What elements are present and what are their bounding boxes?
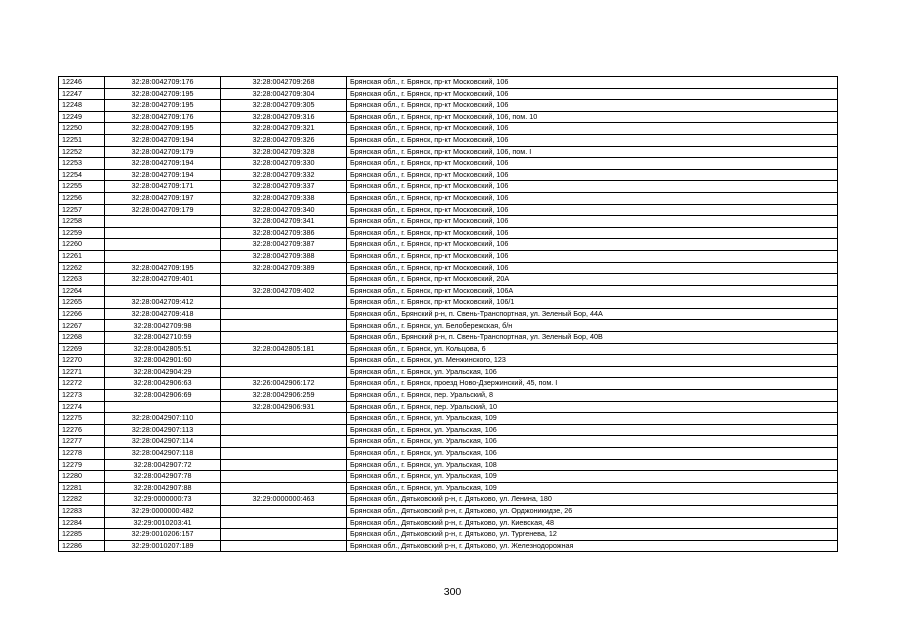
cadastral-number: 32:28:0042709:194 bbox=[105, 158, 221, 170]
cadastral-number: 32:28:0042907:78 bbox=[105, 471, 221, 483]
linked-cadastral-number bbox=[221, 355, 347, 367]
cadastral-number: 32:28:0042709:401 bbox=[105, 274, 221, 286]
address: Брянская обл., г. Брянск, пр-кт Московский, 106 bbox=[347, 88, 838, 100]
row-number: 12257 bbox=[59, 204, 105, 216]
property-table bbox=[58, 76, 838, 552]
cadastral-number: 32:28:0042709:179 bbox=[105, 204, 221, 216]
cadastral-number: 32:28:0042709:194 bbox=[105, 134, 221, 146]
row-number: 12283 bbox=[59, 505, 105, 517]
linked-cadastral-number: 32:28:0042709:402 bbox=[221, 285, 347, 297]
address: Брянская обл., г. Брянск, пр-кт Московский, 106 bbox=[347, 262, 838, 274]
row-number: 12273 bbox=[59, 390, 105, 402]
table-row bbox=[59, 88, 838, 100]
table-row bbox=[59, 471, 838, 483]
table-row bbox=[59, 320, 838, 332]
cadastral-number: 32:28:0042709:171 bbox=[105, 181, 221, 193]
table-row bbox=[59, 239, 838, 251]
address: Брянская обл., г. Брянск, ул. Кольцова, 6 bbox=[347, 343, 838, 355]
table-row bbox=[59, 424, 838, 436]
cadastral-number: 32:28:0042709:418 bbox=[105, 308, 221, 320]
address: Брянская обл., г. Брянск, пр-кт Московский, 106 bbox=[347, 100, 838, 112]
linked-cadastral-number bbox=[221, 540, 347, 552]
linked-cadastral-number: 32:28:0042709:388 bbox=[221, 250, 347, 262]
address: Брянская обл., г. Брянск, пр-кт Московский, 106 bbox=[347, 250, 838, 262]
table-row bbox=[59, 482, 838, 494]
row-number: 12275 bbox=[59, 413, 105, 425]
table-row bbox=[59, 158, 838, 170]
row-number: 12265 bbox=[59, 297, 105, 309]
row-number: 12266 bbox=[59, 308, 105, 320]
address: Брянская обл., г. Брянск, ул. Уральская, 109 bbox=[347, 471, 838, 483]
row-number: 12274 bbox=[59, 401, 105, 413]
cadastral-number bbox=[105, 401, 221, 413]
cadastral-number: 32:28:0042907:113 bbox=[105, 424, 221, 436]
table-row bbox=[59, 297, 838, 309]
cadastral-number: 32:28:0042907:114 bbox=[105, 436, 221, 448]
linked-cadastral-number bbox=[221, 482, 347, 494]
cadastral-number: 32:28:0042907:72 bbox=[105, 459, 221, 471]
row-number: 12259 bbox=[59, 227, 105, 239]
address: Брянская обл., г. Брянск, пр-кт Московский, 106, пом. 10 bbox=[347, 111, 838, 123]
address: Брянская обл., г. Брянск, пр-кт Московский, 20А bbox=[347, 274, 838, 286]
row-number: 12253 bbox=[59, 158, 105, 170]
address: Брянская обл., г. Брянск, ул. Уральская, 106 bbox=[347, 448, 838, 460]
table-row bbox=[59, 274, 838, 286]
address: Брянская обл., Дятьковский р-н, г. Дятьково, ул. Тургенева, 12 bbox=[347, 529, 838, 541]
linked-cadastral-number: 32:28:0042709:341 bbox=[221, 216, 347, 228]
linked-cadastral-number: 32:28:0042709:332 bbox=[221, 169, 347, 181]
table-row bbox=[59, 343, 838, 355]
row-number: 12277 bbox=[59, 436, 105, 448]
address: Брянская обл., г. Брянск, пр-кт Московский, 106 bbox=[347, 239, 838, 251]
table-row bbox=[59, 529, 838, 541]
address: Брянская обл., г. Брянск, пер. Уральский, 8 bbox=[347, 390, 838, 402]
table-row bbox=[59, 378, 838, 390]
row-number: 12271 bbox=[59, 366, 105, 378]
cadastral-number: 32:28:0042709:194 bbox=[105, 169, 221, 181]
row-number: 12278 bbox=[59, 448, 105, 460]
cadastral-number: 32:28:0042906:63 bbox=[105, 378, 221, 390]
linked-cadastral-number bbox=[221, 517, 347, 529]
address: Брянская обл., г. Брянск, ул. Уральская, 106 bbox=[347, 424, 838, 436]
address: Брянская обл., Дятьковский р-н, г. Дятьково, ул. Киевская, 48 bbox=[347, 517, 838, 529]
address: Брянская обл., г. Брянск, пр-кт Московский, 106/1 bbox=[347, 297, 838, 309]
table-row bbox=[59, 366, 838, 378]
address: Брянская обл., г. Брянск, пер. Уральский, 10 bbox=[347, 401, 838, 413]
address: Брянская обл., г. Брянск, ул. Уральская, 106 bbox=[347, 366, 838, 378]
row-number: 12255 bbox=[59, 181, 105, 193]
address: Брянская обл., г. Брянск, проезд Ново-Дзержинский, 45, пом. I bbox=[347, 378, 838, 390]
linked-cadastral-number: 32:28:0042709:386 bbox=[221, 227, 347, 239]
linked-cadastral-number: 32:28:0042709:304 bbox=[221, 88, 347, 100]
table-row bbox=[59, 123, 838, 135]
linked-cadastral-number bbox=[221, 529, 347, 541]
row-number: 12260 bbox=[59, 239, 105, 251]
address: Брянская обл., г. Брянск, ул. Уральская, 109 bbox=[347, 482, 838, 494]
table-row bbox=[59, 169, 838, 181]
row-number: 12270 bbox=[59, 355, 105, 367]
row-number: 12252 bbox=[59, 146, 105, 158]
row-number: 12268 bbox=[59, 332, 105, 344]
linked-cadastral-number: 32:28:0042709:330 bbox=[221, 158, 347, 170]
address: Брянская обл., г. Брянск, пр-кт Московский, 106 bbox=[347, 192, 838, 204]
table-row bbox=[59, 134, 838, 146]
address: Брянская обл., г. Брянск, ул. Менжинского, 123 bbox=[347, 355, 838, 367]
linked-cadastral-number: 32:28:0042805:181 bbox=[221, 343, 347, 355]
table-row bbox=[59, 285, 838, 297]
cadastral-number: 32:29:0000000:73 bbox=[105, 494, 221, 506]
row-number: 12282 bbox=[59, 494, 105, 506]
cadastral-number bbox=[105, 250, 221, 262]
address: Брянская обл., г. Брянск, пр-кт Московский, 106, пом. I bbox=[347, 146, 838, 158]
table-row bbox=[59, 505, 838, 517]
linked-cadastral-number: 32:28:0042906:259 bbox=[221, 390, 347, 402]
row-number: 12256 bbox=[59, 192, 105, 204]
row-number: 12280 bbox=[59, 471, 105, 483]
cadastral-number: 32:28:0042709:179 bbox=[105, 146, 221, 158]
linked-cadastral-number: 32:28:0042709:337 bbox=[221, 181, 347, 193]
table-row bbox=[59, 459, 838, 471]
address: Брянская обл., г. Брянск, ул. Уральская, 106 bbox=[347, 436, 838, 448]
cadastral-number: 32:28:0042907:88 bbox=[105, 482, 221, 494]
row-number: 12258 bbox=[59, 216, 105, 228]
address: Брянская обл., г. Брянск, пр-кт Московский, 106 bbox=[347, 123, 838, 135]
table-row bbox=[59, 77, 838, 89]
cadastral-number: 32:28:0042904:29 bbox=[105, 366, 221, 378]
linked-cadastral-number bbox=[221, 413, 347, 425]
linked-cadastral-number: 32:28:0042709:321 bbox=[221, 123, 347, 135]
linked-cadastral-number: 32:28:0042709:338 bbox=[221, 192, 347, 204]
table-row bbox=[59, 494, 838, 506]
row-number: 12247 bbox=[59, 88, 105, 100]
cadastral-number bbox=[105, 239, 221, 251]
table-row bbox=[59, 192, 838, 204]
linked-cadastral-number bbox=[221, 308, 347, 320]
address: Брянская обл., г. Брянск, пр-кт Московский, 106 bbox=[347, 169, 838, 181]
address: Брянская обл., г. Брянск, пр-кт Московский, 106 bbox=[347, 158, 838, 170]
linked-cadastral-number bbox=[221, 459, 347, 471]
address: Брянская обл., Дятьковский р-н, г. Дятьково, ул. Железнодорожная bbox=[347, 540, 838, 552]
linked-cadastral-number: 32:29:0000000:463 bbox=[221, 494, 347, 506]
row-number: 12263 bbox=[59, 274, 105, 286]
table-row bbox=[59, 262, 838, 274]
table-row bbox=[59, 448, 838, 460]
cadastral-number: 32:28:0042709:176 bbox=[105, 111, 221, 123]
linked-cadastral-number bbox=[221, 448, 347, 460]
table-row bbox=[59, 413, 838, 425]
address: Брянская обл., Дятьковский р-н, г. Дятьково, ул. Орджоникидзе, 26 bbox=[347, 505, 838, 517]
cadastral-number: 32:28:0042907:118 bbox=[105, 448, 221, 460]
address: Брянская обл., г. Брянск, пр-кт Московский, 106 bbox=[347, 216, 838, 228]
table-row bbox=[59, 250, 838, 262]
cadastral-number: 32:28:0042805:51 bbox=[105, 343, 221, 355]
cadastral-number bbox=[105, 216, 221, 228]
linked-cadastral-number bbox=[221, 366, 347, 378]
row-number: 12248 bbox=[59, 100, 105, 112]
row-number: 12281 bbox=[59, 482, 105, 494]
table-row bbox=[59, 100, 838, 112]
row-number: 12246 bbox=[59, 77, 105, 89]
address: Брянская обл., г. Брянск, пр-кт Московский, 106 bbox=[347, 204, 838, 216]
row-number: 12261 bbox=[59, 250, 105, 262]
row-number: 12279 bbox=[59, 459, 105, 471]
linked-cadastral-number: 32:28:0042709:387 bbox=[221, 239, 347, 251]
row-number: 12254 bbox=[59, 169, 105, 181]
address: Брянская обл., г. Брянск, пр-кт Московский, 106 bbox=[347, 227, 838, 239]
table-row bbox=[59, 181, 838, 193]
linked-cadastral-number: 32:28:0042709:328 bbox=[221, 146, 347, 158]
row-number: 12250 bbox=[59, 123, 105, 135]
address: Брянская обл., г. Брянск, пр-кт Московский, 106 bbox=[347, 77, 838, 89]
table-row bbox=[59, 146, 838, 158]
cadastral-number: 32:29:0010207:189 bbox=[105, 540, 221, 552]
row-number: 12251 bbox=[59, 134, 105, 146]
cadastral-number: 32:28:0042709:195 bbox=[105, 123, 221, 135]
cadastral-number: 32:28:0042709:195 bbox=[105, 262, 221, 274]
cadastral-number: 32:28:0042709:412 bbox=[105, 297, 221, 309]
table-row bbox=[59, 204, 838, 216]
row-number: 12272 bbox=[59, 378, 105, 390]
address: Брянская обл., г. Брянск, пр-кт Московский, 106А bbox=[347, 285, 838, 297]
linked-cadastral-number: 32:28:0042709:316 bbox=[221, 111, 347, 123]
address: Брянская обл., Дятьковский р-н, г. Дятьково, ул. Ленина, 180 bbox=[347, 494, 838, 506]
row-number: 12262 bbox=[59, 262, 105, 274]
table-row bbox=[59, 216, 838, 228]
table-row bbox=[59, 401, 838, 413]
linked-cadastral-number bbox=[221, 274, 347, 286]
cadastral-number bbox=[105, 285, 221, 297]
table-row bbox=[59, 390, 838, 402]
cadastral-number: 32:28:0042907:110 bbox=[105, 413, 221, 425]
cadastral-number: 32:29:0010203:41 bbox=[105, 517, 221, 529]
cadastral-number: 32:29:0000000:482 bbox=[105, 505, 221, 517]
table-row bbox=[59, 436, 838, 448]
cadastral-number: 32:28:0042709:98 bbox=[105, 320, 221, 332]
linked-cadastral-number: 32:28:0042709:305 bbox=[221, 100, 347, 112]
row-number: 12249 bbox=[59, 111, 105, 123]
cadastral-number: 32:28:0042709:176 bbox=[105, 77, 221, 89]
row-number: 12267 bbox=[59, 320, 105, 332]
linked-cadastral-number bbox=[221, 332, 347, 344]
row-number: 12269 bbox=[59, 343, 105, 355]
linked-cadastral-number bbox=[221, 424, 347, 436]
linked-cadastral-number bbox=[221, 471, 347, 483]
linked-cadastral-number: 32:28:0042709:326 bbox=[221, 134, 347, 146]
address: Брянская обл., г. Брянск, пр-кт Московский, 106 bbox=[347, 181, 838, 193]
linked-cadastral-number bbox=[221, 320, 347, 332]
linked-cadastral-number bbox=[221, 436, 347, 448]
cadastral-number: 32:28:0042906:69 bbox=[105, 390, 221, 402]
address: Брянская обл., Брянский р-н, п. Свень-Транспортная, ул. Зеленый Бор, 44А bbox=[347, 308, 838, 320]
address: Брянская обл., г. Брянск, ул. Уральская, 109 bbox=[347, 413, 838, 425]
table-row bbox=[59, 111, 838, 123]
table-row bbox=[59, 332, 838, 344]
linked-cadastral-number: 32:28:0042906:931 bbox=[221, 401, 347, 413]
address: Брянская обл., г. Брянск, пр-кт Московский, 106 bbox=[347, 134, 838, 146]
cadastral-number: 32:28:0042901:60 bbox=[105, 355, 221, 367]
linked-cadastral-number bbox=[221, 505, 347, 517]
linked-cadastral-number: 32:26:0042906:172 bbox=[221, 378, 347, 390]
linked-cadastral-number: 32:28:0042709:340 bbox=[221, 204, 347, 216]
row-number: 12264 bbox=[59, 285, 105, 297]
row-number: 12286 bbox=[59, 540, 105, 552]
cadastral-number: 32:28:0042710:59 bbox=[105, 332, 221, 344]
address: Брянская обл., г. Брянск, ул. Белобережская, б/н bbox=[347, 320, 838, 332]
row-number: 12276 bbox=[59, 424, 105, 436]
page-number: 300 bbox=[443, 586, 462, 598]
address: Брянская обл., г. Брянск, ул. Уральская, 108 bbox=[347, 459, 838, 471]
cadastral-number: 32:29:0010206:157 bbox=[105, 529, 221, 541]
table-row bbox=[59, 355, 838, 367]
address: Брянская обл., Брянский р-н, п. Свень-Транспортная, ул. Зеленый Бор, 40В bbox=[347, 332, 838, 344]
table-row bbox=[59, 227, 838, 239]
table-row bbox=[59, 517, 838, 529]
cadastral-number: 32:28:0042709:197 bbox=[105, 192, 221, 204]
linked-cadastral-number: 32:28:0042709:389 bbox=[221, 262, 347, 274]
linked-cadastral-number: 32:28:0042709:268 bbox=[221, 77, 347, 89]
linked-cadastral-number bbox=[221, 297, 347, 309]
row-number: 12284 bbox=[59, 517, 105, 529]
cadastral-number bbox=[105, 227, 221, 239]
cadastral-number: 32:28:0042709:195 bbox=[105, 100, 221, 112]
property-table-body bbox=[59, 77, 838, 552]
row-number: 12285 bbox=[59, 529, 105, 541]
table-row bbox=[59, 540, 838, 552]
cadastral-number: 32:28:0042709:195 bbox=[105, 88, 221, 100]
table-row bbox=[59, 308, 838, 320]
